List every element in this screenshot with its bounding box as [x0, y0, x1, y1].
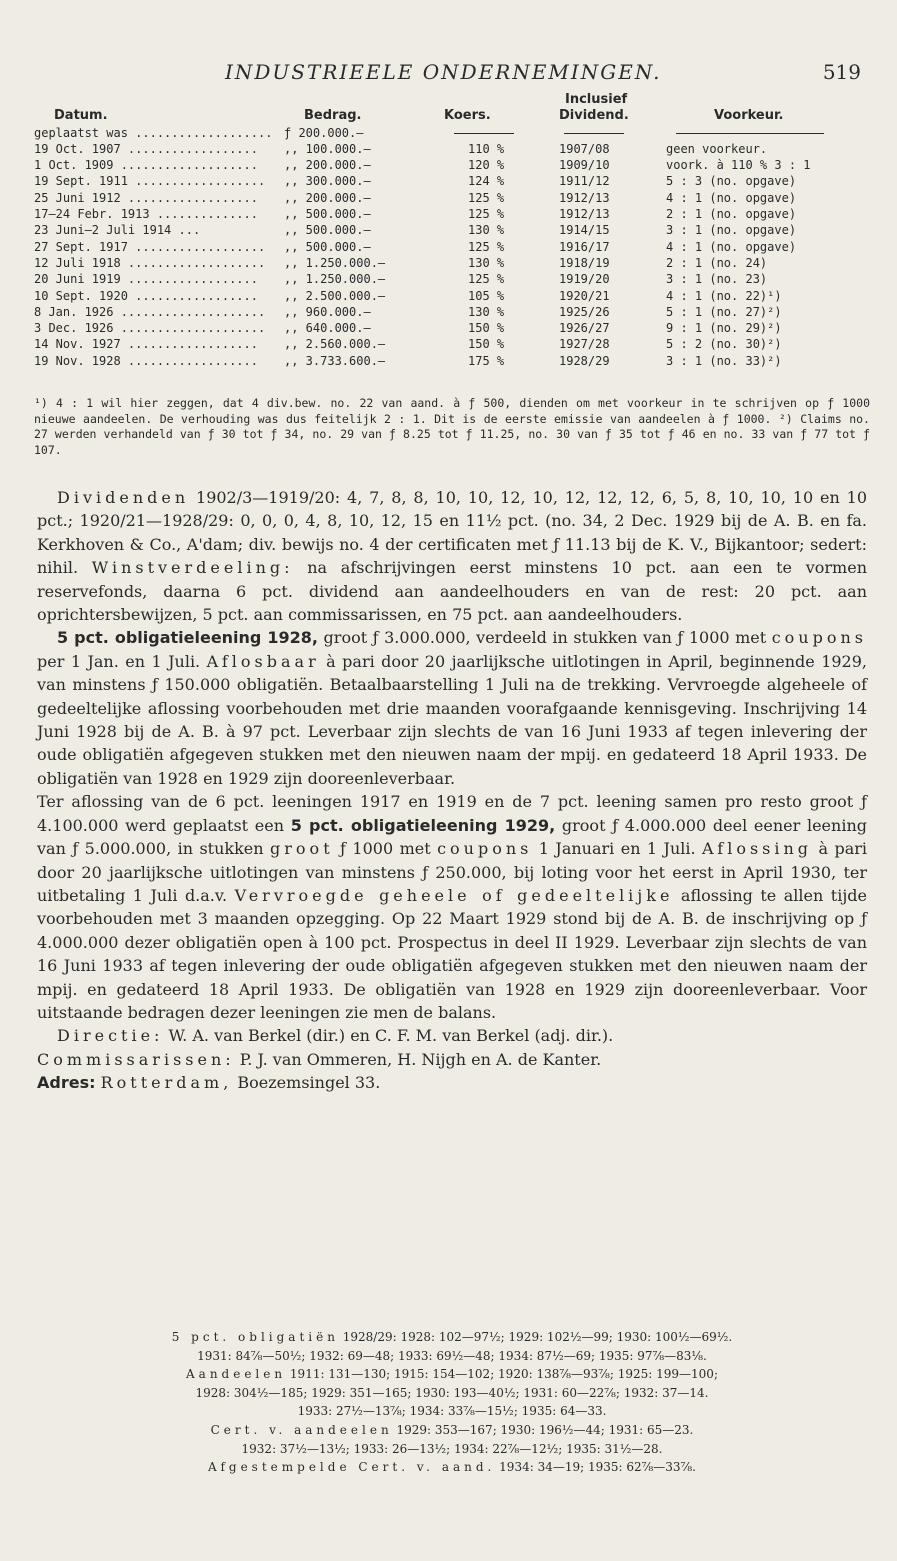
cell-voorkeur: 3 : 1 (no. 33)²) [666, 353, 782, 368]
cell-datum: 14 Nov. 1927 .................. [34, 337, 258, 352]
cell-datum: 27 Sept. 1917 .................. [34, 239, 266, 254]
cell-dividend: 1911/12 [559, 174, 610, 189]
cell-datum: 12 Juli 1918 ................... [34, 255, 266, 270]
column-rule [564, 133, 624, 134]
cell-koers: 105 % [468, 288, 505, 303]
cell-datum: 19 Oct. 1907 .................. [34, 141, 258, 156]
col-dividend: Dividend. [559, 108, 629, 124]
cell-bedrag: ,, 500.000.— [284, 239, 371, 254]
table-row [34, 206, 870, 222]
cell-koers: 130 % [468, 223, 505, 238]
cell-dividend: 1909/10 [559, 158, 610, 173]
cell-dividend: 1925/26 [559, 304, 610, 319]
cell-koers: 130 % [468, 304, 505, 319]
winst-text: na afschrijvingen eerst minstens 10 pct. aan een te vormen reservefonds, daarna 6 pct. dividend aan aandeelhouders en van de rest: 20 pct. aan oprichtersbewijzen, 5 pct. aan commissarissen, en 75 pct. aan aandeelhouders. [37, 558, 868, 625]
cell-voorkeur: 4 : 1 (no. 22)¹) [666, 288, 782, 303]
table-row [34, 157, 870, 173]
q2-a: 1911: 131—130; 1915: 154—102; 1920: 138⅞—93⅞; 1925: 199—100; [286, 1367, 718, 1382]
q1-label: 5 pct. obligatiën [171, 1330, 339, 1344]
obl1928-c: à pari door 20 jaarlijksche uitlotingen in April, beginnende 1929, van minstens ƒ 150.000 obligatiën. Betaalbaarstelling 1 Juli na de trekking. Vervroegde algeheele of gedeeltelijke aflossing voorbehouden met drie maanden voorafgaande kennisgeving. Inschrijving 14 Juni 1928 bij de A. B. à 97 pct. Leverbaar zijn slechts de van 16 Juni 1933 af tegen inlevering der oude obligatiën afgegeven stukken met den nieuwen naam der mpij. en gedateerd 18 April 1933. De obligatiën van 1928 en 1929 zijn dooreenleverbaar. [37, 651, 867, 788]
cell-voorkeur: 2 : 1 (no. 24) [666, 255, 768, 270]
cell-voorkeur: 5 : 1 (no. 27)²) [666, 304, 782, 319]
table-row [34, 288, 870, 304]
commissarissen-label: Commissarissen: [37, 1049, 235, 1069]
running-title: INDUSTRIEELE ONDERNEMINGEN. [225, 60, 662, 84]
table-row [34, 239, 870, 255]
quote-line: 1933: 27½—13⅞; 1934: 33⅞—15½; 1935: 64—33. [297, 1404, 607, 1419]
cell-dividend: 1927/28 [559, 337, 610, 352]
table-row [34, 353, 870, 369]
obl1929-intro: Ter aflossing van de 6 pct. leeningen 1917 en 1919 en de 7 pct. leening samen pro resto groot ƒ 4.100.000 werd geplaatst een [37, 792, 867, 835]
cell-koers: 120 % [468, 158, 505, 173]
table-row [34, 173, 870, 189]
cell-bedrag: ,, 200.000.— [284, 190, 371, 205]
commissarissen-line [37, 1048, 867, 1071]
cell-voorkeur: 4 : 1 (no. opgave) [666, 190, 797, 205]
cell-datum: 3 Dec. 1926 .................... [34, 321, 266, 336]
cell-koers: 125 % [468, 190, 505, 205]
obl1929-groot: groot [270, 839, 334, 859]
q2-label: Aandeelen [186, 1367, 287, 1382]
obl1928-b: per 1 Jan. en 1 Juli. [37, 651, 207, 671]
cell-dividend: 1914/15 [559, 223, 610, 238]
obl1929-vervroegde: Vervroegde geheele of gedeeltelijke [234, 885, 674, 905]
obl1929-aflossing: Aflossing [702, 839, 813, 859]
cell-voorkeur: geen voorkeur. [666, 141, 768, 156]
obl1929-e: aflossing te allen tijde voorbehouden met 3 maanden opzegging. Op 22 Maart 1929 stond bij de A. B. de inschrijving op ƒ 4.000.000 dezer obligatiën open à 100 pct. Prospectus in deel II 1929. Leverbaar zijn slechts de van 16 Juni 1933 af tegen inlevering der oude obligatiën afgegeven stukken met den nieuwen naam der mpij. en gedateerd 18 April 1933. De obligatiën van 1928 en 1929 zijn dooreenleverbaar. Voor uitstaande bedragen dezer leeningen zie men de balans. [37, 885, 868, 1022]
obl1929-d: à pari door 20 jaarlijksche uitlotingen van minstens ƒ 250.000, bij loting voor het eerst in April 1930, ter uitbetaling 1 Juli d.a.v. [37, 839, 867, 905]
cell-koers: 150 % [468, 321, 505, 336]
emission-table [34, 92, 870, 369]
cell-datum: 20 Juni 1919 .................. [34, 272, 258, 287]
table-header-top [34, 92, 870, 108]
cell-datum: geplaatst was ................... [34, 125, 273, 140]
cell-datum: 1 Oct. 1909 ................... [34, 158, 258, 173]
cell-bedrag: ,, 1.250.000.— [284, 272, 386, 287]
page-number: 519 [822, 60, 861, 84]
table-row [34, 125, 870, 141]
quote-line: 1931: 84⅞—50½; 1932: 69—48; 1933: 69½—48; 1934: 87½—69; 1935: 97⅞—83⅛. [197, 1348, 707, 1363]
cell-koers: 110 % [468, 141, 505, 156]
table-row [34, 320, 870, 336]
body-text [37, 486, 867, 1095]
cell-dividend: 1918/19 [559, 255, 610, 270]
col-voorkeur: Voorkeur. [714, 108, 784, 124]
obligatie-1929-paragraph [37, 790, 867, 1024]
cell-bedrag: ,, 3.733.600.— [284, 353, 386, 368]
cell-voorkeur: 2 : 1 (no. opgave) [666, 207, 797, 222]
table-row [34, 141, 870, 157]
cell-bedrag: ,, 200.000.— [284, 158, 371, 173]
cell-bedrag: ,, 1.250.000.— [284, 255, 386, 270]
cell-bedrag: ,, 640.000.— [284, 321, 371, 336]
cell-bedrag: ,, 500.000.— [284, 223, 371, 238]
cell-voorkeur: 5 : 2 (no. 30)²) [666, 337, 782, 352]
cell-dividend: 1907/08 [559, 141, 610, 156]
table-row [34, 304, 870, 320]
cell-koers: 124 % [468, 174, 505, 189]
quote-line: 1932: 37½—13½; 1933: 26—13½; 1934: 22⅞—12½; 1935: 31½—28. [241, 1441, 663, 1456]
table-row [34, 255, 870, 271]
col-koers: Koers. [444, 108, 491, 124]
table-row [34, 190, 870, 206]
quote-line [37, 1365, 867, 1384]
obl1929-coupons: coupons [437, 839, 533, 859]
cell-dividend: 1916/17 [559, 239, 610, 254]
cell-bedrag: ,, 2.560.000.— [284, 337, 386, 352]
cell-datum: 8 Jan. 1926 .................... [34, 304, 266, 319]
directie-line [37, 1024, 867, 1047]
obl1928-a: groot ƒ 3.000.000, verdeeld in stukken van ƒ 1000 met [318, 628, 772, 648]
cell-bedrag: ,, 2.500.000.— [284, 288, 386, 303]
adres-city: Rotterdam, [100, 1073, 233, 1093]
inclusief-label: Inclusief [565, 92, 628, 107]
page-header [0, 60, 897, 90]
dividenden-label: Dividenden [57, 488, 190, 507]
cell-datum: 10 Sept. 1920 ................. [34, 288, 258, 303]
quote-line [37, 1458, 867, 1477]
cell-dividend: 1928/29 [559, 353, 610, 368]
dividenden-paragraph [37, 486, 867, 626]
cell-voorkeur: voork. à 110 % 3 : 1 [666, 158, 811, 173]
cell-bedrag: ,, 960.000.— [284, 304, 371, 319]
obl1928-aflosbaar: Aflosbaar [206, 651, 320, 671]
cell-dividend: 1919/20 [559, 272, 610, 287]
q1-a: 1928/29: 1928: 102—97½; 1929: 102½—99; 1930: 100½—69½. [338, 1330, 733, 1344]
obl1929-label: 5 pct. obligatieleening 1929, [290, 815, 556, 835]
price-quotations [37, 1328, 867, 1477]
cell-koers: 125 % [468, 239, 505, 254]
table-row [34, 336, 870, 352]
cell-koers: 175 % [468, 353, 505, 368]
col-bedrag: Bedrag. [304, 108, 362, 124]
obligatie-1928-paragraph [37, 626, 867, 790]
directie-text: W. A. van Berkel (dir.) en C. F. M. van Berkel (adj. dir.). [163, 1026, 614, 1046]
cell-dividend: 1926/27 [559, 321, 610, 336]
cell-datum: 19 Nov. 1928 .................. [34, 353, 258, 368]
cell-voorkeur: 4 : 1 (no. opgave) [666, 239, 797, 254]
q4-label: Afgestempelde Cert. v. aand. [208, 1460, 496, 1475]
cell-dividend: 1920/21 [559, 288, 610, 303]
cell-datum: 25 Juni 1912 .................. [34, 190, 258, 205]
col-datum: Datum. [54, 108, 108, 124]
q4-a: 1934: 34—19; 1935: 62⅞—33⅞. [495, 1460, 696, 1475]
adres-line [37, 1071, 867, 1094]
adres-label: Adres: [37, 1073, 96, 1093]
directie-label: Directie: [57, 1026, 164, 1046]
cell-bedrag: ,, 100.000.— [284, 141, 371, 156]
obl1929-b: ƒ 1000 met [333, 839, 438, 859]
q3-label: Cert. v. aandeelen [210, 1422, 393, 1437]
cell-koers: 150 % [468, 337, 505, 352]
q3-a: 1929: 353—167; 1930: 196½—44; 1931: 65—23. [392, 1422, 694, 1437]
footnote: ¹) 4 : 1 wil hier zeggen, dat 4 div.bew. no. 22 van aand. à ƒ 500, dienden om met voorkeur in te schrijven op ƒ 1000 nieuwe aandeelen. De verhouding was dus feitelijk 2 : 1. Dit is de eerste emissie van aandeelen à ƒ 1000. ²) Claims no. 27 werden verhandeld van ƒ 30 tot ƒ 34, no. 29 van ƒ 8.25 tot ƒ 11.25, no. 30 van ƒ 35 tot ƒ 46 en no. 33 van ƒ 77 tot ƒ 107. [34, 396, 870, 457]
table-footnotes [34, 396, 870, 458]
obl1929-a: groot ƒ 4.000.000 deel eener leening van ƒ 5.000.000, in stukken [37, 815, 867, 859]
table-row [34, 222, 870, 238]
cell-datum: 19 Sept. 1911 .................. [34, 174, 266, 189]
cell-dividend: 1912/13 [559, 207, 610, 222]
cell-koers: 125 % [468, 207, 505, 222]
cell-bedrag: ,, 300.000.— [284, 174, 371, 189]
cell-dividend: 1912/13 [559, 190, 610, 205]
cell-voorkeur: 5 : 3 (no. opgave) [666, 174, 797, 189]
winst-label: Winstverdeeling: [91, 558, 294, 578]
obl1928-label: 5 pct. obligatieleening 1928, [57, 628, 319, 648]
adres-text: Boezemsingel 33. [232, 1073, 381, 1093]
obl1929-c: 1 Januari en 1 Juli. [532, 839, 703, 859]
cell-voorkeur: 3 : 1 (no. opgave) [666, 223, 797, 238]
cell-bedrag: ,, 500.000.— [284, 207, 371, 222]
cell-datum: 17—24 Febr. 1913 .............. [34, 207, 258, 222]
cell-bedrag: ƒ 200.000.— [284, 125, 364, 140]
column-rule [676, 133, 824, 134]
table-row [34, 271, 870, 287]
commissarissen-text: P. J. van Ommeren, H. Nijgh en A. de Kanter. [234, 1049, 602, 1069]
cell-voorkeur: 9 : 1 (no. 29)²) [666, 321, 782, 336]
cell-voorkeur: 3 : 1 (no. 23) [666, 272, 768, 287]
quote-line: 1928: 304½—185; 1929: 351—165; 1930: 193—40½; 1931: 60—22⅞; 1932: 37—14. [195, 1385, 709, 1400]
column-rule [454, 133, 514, 134]
dividenden-text: 1902/3—1919/20: 4, 7, 8, 8, 10, 10, 12, 10, 12, 12, 12, 6, 5, 8, 10, 10, 10 en 10 pct.; 1920/21—1928/29: 0, 0, 0, 4, 8, 10, 12, 15 en 11½ pct. (no. 34, 2 Dec. 1929 bij de A. B. en fa. Kerkhoven & Co., A'dam; div. bewijs no. 4 der certificaten met ƒ 11.13 bij de K. V., Bijkantoor; sedert: nihil. [37, 488, 867, 578]
cell-koers: 130 % [468, 255, 505, 270]
table-header [34, 108, 870, 124]
obl1928-coupons: coupons [771, 628, 867, 648]
cell-datum: 23 Juni—2 Juli 1914 ... [34, 223, 201, 238]
quote-line [37, 1421, 867, 1440]
cell-koers: 125 % [468, 272, 505, 287]
quote-line [37, 1328, 867, 1347]
